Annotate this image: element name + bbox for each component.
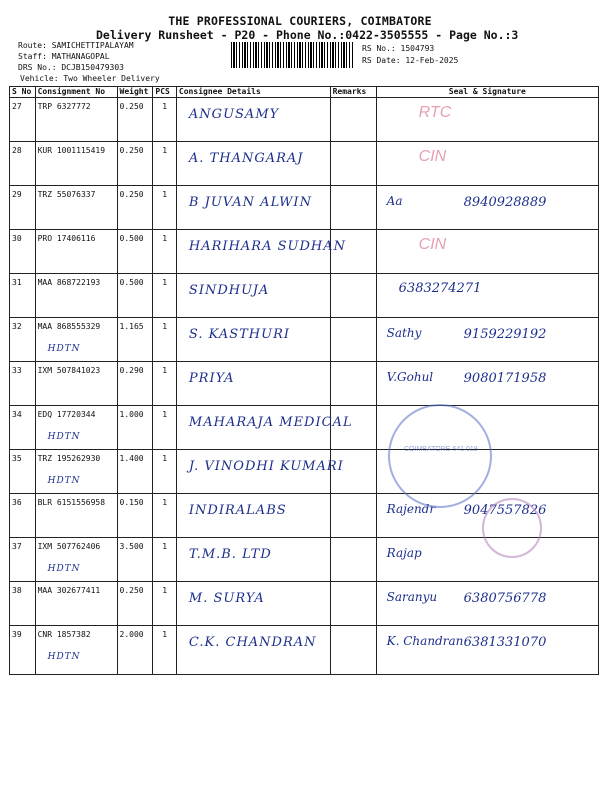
- row-consignee: [176, 362, 330, 406]
- row-weight: 1.400: [117, 450, 153, 494]
- runsheet-title: THE PROFESSIONAL COURIERS, COIMBATORE: [168, 14, 432, 28]
- table-row: [10, 186, 599, 230]
- table-header-row: [10, 87, 599, 98]
- row-remarks: [330, 626, 376, 675]
- signature-scribble: Rajap: [386, 546, 422, 560]
- faint-stamp-mark: CIN: [418, 148, 447, 165]
- row-weight: 0.250: [117, 98, 153, 142]
- barcode-image: [231, 42, 353, 68]
- handwritten-phone: 6383274271: [398, 281, 482, 296]
- col-header-seal: Seal & Signature: [376, 87, 598, 98]
- row-consignment: TRZ 55076337: [35, 186, 117, 230]
- col-header-weight: Weight: [117, 87, 153, 98]
- row-sno: 27: [10, 98, 36, 142]
- purple-seal: [482, 498, 542, 558]
- row-consignee: [176, 494, 330, 538]
- row-signature: [376, 318, 598, 362]
- col-header-pcs: PCS: [153, 87, 177, 98]
- table-row: [10, 274, 599, 318]
- col-header-consignee: Consignee Details: [176, 87, 330, 98]
- row-consignee: [176, 626, 330, 675]
- handwritten-phone: 9047557826: [463, 503, 547, 518]
- row-pcs: 1: [153, 98, 177, 142]
- signature-scribble: Saranyu: [386, 590, 438, 604]
- table-row: [10, 406, 599, 450]
- consignee-handwriting: SINDHUJA: [188, 283, 270, 298]
- handwritten-phone: 6381331070: [463, 635, 547, 650]
- postal-stamp: [388, 404, 492, 508]
- row-consignment: TRP 6327772: [35, 98, 117, 142]
- row-handwritten-note: HDTN: [47, 652, 81, 662]
- row-consignment: [35, 450, 117, 494]
- consignee-handwriting: INDIRALABS: [188, 503, 287, 518]
- row-pcs: 1: [153, 230, 177, 274]
- row-remarks: [330, 582, 376, 626]
- row-consignment: MAA 302677411: [35, 582, 117, 626]
- row-sno: 30: [10, 230, 36, 274]
- row-pcs: 1: [153, 450, 177, 494]
- row-signature: [376, 274, 598, 318]
- row-handwritten-note: HDTN: [47, 344, 81, 354]
- rs-number: RS No.: 1504793: [362, 44, 435, 53]
- row-consignment: IXM 507841023: [35, 362, 117, 406]
- row-weight: 0.250: [117, 142, 153, 186]
- row-signature: [376, 582, 598, 626]
- row-remarks: [330, 362, 376, 406]
- row-weight: 1.000: [117, 406, 153, 450]
- signature-scribble: V.Gohul: [386, 370, 434, 384]
- row-pcs: 1: [153, 142, 177, 186]
- signature-scribble: K. Chandran: [386, 634, 464, 648]
- row-sno: 39: [10, 626, 36, 675]
- row-consignee: [176, 142, 330, 186]
- row-weight: 0.500: [117, 274, 153, 318]
- col-header-consignment: Consignment No: [35, 87, 117, 98]
- consignee-handwriting: M. SURYA: [188, 591, 265, 606]
- row-pcs: 1: [153, 626, 177, 675]
- row-remarks: [330, 318, 376, 362]
- handwritten-phone: 8940928889: [463, 195, 547, 210]
- faint-stamp-mark: CIN: [418, 236, 447, 253]
- row-consignee: [176, 406, 353, 450]
- row-signature: [376, 142, 598, 186]
- signature-scribble: Sathy: [386, 326, 422, 340]
- row-consignment: KUR 1001115419: [35, 142, 117, 186]
- row-signature: [376, 186, 598, 230]
- col-header-remarks: Remarks: [330, 87, 376, 98]
- row-pcs: 1: [153, 318, 177, 362]
- col-header-sno: S No: [10, 87, 36, 98]
- consignee-handwriting: ANGUSAMY: [188, 107, 280, 122]
- consignee-handwriting: HARIHARA SUDHAN: [188, 239, 346, 254]
- row-consignment: [35, 538, 117, 582]
- row-consignee: [176, 538, 330, 582]
- consignee-handwriting: S. KASTHURI: [188, 327, 290, 342]
- row-pcs: 1: [153, 538, 177, 582]
- row-signature: [376, 230, 598, 274]
- row-pcs: 1: [153, 582, 177, 626]
- row-consignment: MAA 868722193: [35, 274, 117, 318]
- handwritten-phone: 6380756778: [463, 591, 547, 606]
- stamp-text: COIMBATORE 641 019: [404, 446, 478, 453]
- row-consignment-number: EDQ 17720344: [37, 410, 96, 419]
- runsheet-subtitle: Delivery Runsheet - P20 - Phone No.:0422-3505555 - Page No.:3: [96, 28, 519, 42]
- row-sno: 38: [10, 582, 36, 626]
- row-weight: 0.150: [117, 494, 153, 538]
- row-sno: 35: [10, 450, 36, 494]
- row-sno: 33: [10, 362, 36, 406]
- row-consignment: PRO 17406116: [35, 230, 117, 274]
- row-remarks: [330, 274, 376, 318]
- row-pcs: 1: [153, 406, 177, 450]
- staff-label: Staff: MATHANAGOPAL: [18, 52, 110, 61]
- row-consignee: [176, 318, 330, 362]
- row-signature: [376, 98, 598, 142]
- drs-label: DRS No.: DCJB150479303: [18, 63, 124, 72]
- table-row: [10, 142, 599, 186]
- row-sno: 29: [10, 186, 36, 230]
- row-consignment-number: MAA 868555329: [37, 322, 101, 331]
- row-weight: 0.290: [117, 362, 153, 406]
- row-weight: 1.165: [117, 318, 153, 362]
- row-consignee: [176, 98, 330, 142]
- row-weight: 0.250: [117, 582, 153, 626]
- row-consignee: [176, 230, 346, 274]
- vehicle-label: Vehicle: Two Wheeler Delivery: [20, 74, 160, 83]
- table-row: [10, 582, 599, 626]
- row-signature: [376, 362, 598, 406]
- row-handwritten-note: HDTN: [47, 564, 81, 574]
- row-consignee: [176, 186, 330, 230]
- row-pcs: 1: [153, 186, 177, 230]
- handwritten-phone: 9159229192: [463, 327, 547, 342]
- consignee-handwriting: T.M.B. LTD: [188, 547, 272, 562]
- table-row: [10, 318, 599, 362]
- row-remarks: [330, 98, 376, 142]
- consignee-handwriting: J. VINODHI KUMARI: [188, 459, 344, 474]
- row-sno: 37: [10, 538, 36, 582]
- row-weight: 2.000: [117, 626, 153, 675]
- row-consignee: [176, 274, 330, 318]
- consignee-handwriting: PRIYA: [188, 371, 235, 386]
- route-label: Route: SAMICHETTIPALAYAM: [18, 41, 134, 50]
- row-consignment: [35, 626, 117, 675]
- row-pcs: 1: [153, 494, 177, 538]
- table-row: [10, 230, 599, 274]
- row-pcs: 1: [153, 362, 177, 406]
- signature-scribble: Aa: [386, 194, 403, 208]
- table-row: [10, 450, 599, 494]
- handwritten-phone: 9080171958: [463, 371, 547, 386]
- row-sno: 36: [10, 494, 36, 538]
- table-row: [10, 98, 599, 142]
- rs-date: RS Date: 12-Feb-2025: [362, 56, 459, 65]
- row-pcs: 1: [153, 274, 177, 318]
- runsheet-table: [9, 86, 599, 675]
- row-signature: [376, 626, 598, 675]
- row-sno: 32: [10, 318, 36, 362]
- row-consignment: [35, 406, 117, 450]
- consignee-handwriting: C.K. CHANDRAN: [188, 635, 317, 650]
- table-row: [10, 626, 599, 675]
- row-weight: 0.500: [117, 230, 153, 274]
- consignee-handwriting: MAHARAJA MEDICAL: [188, 415, 353, 430]
- table-row: [10, 362, 599, 406]
- signature-scribble: Rajendr: [386, 502, 436, 516]
- row-sno: 28: [10, 142, 36, 186]
- row-consignment-number: IXM 507762406: [37, 542, 101, 551]
- row-weight: 3.500: [117, 538, 153, 582]
- row-remarks: [330, 186, 376, 230]
- row-handwritten-note: HDTN: [47, 432, 81, 442]
- faint-stamp-mark: RTC: [418, 104, 452, 121]
- row-consignment: [35, 318, 117, 362]
- row-consignee: [176, 582, 330, 626]
- row-remarks: [330, 494, 376, 538]
- consignee-handwriting: A. THANGARAJ: [188, 151, 304, 166]
- row-consignment: BLR 6151556958: [35, 494, 117, 538]
- row-weight: 0.250: [117, 186, 153, 230]
- row-consignment-number: TRZ 195262930: [37, 454, 101, 463]
- row-consignee: [176, 450, 344, 494]
- consignee-handwriting: B JUVAN ALWIN: [188, 195, 312, 210]
- row-consignment-number: CNR 1857382: [37, 630, 91, 639]
- row-remarks: [330, 538, 376, 582]
- row-handwritten-note: HDTN: [47, 476, 81, 486]
- row-remarks: [330, 142, 376, 186]
- row-sno: 34: [10, 406, 36, 450]
- row-sno: 31: [10, 274, 36, 318]
